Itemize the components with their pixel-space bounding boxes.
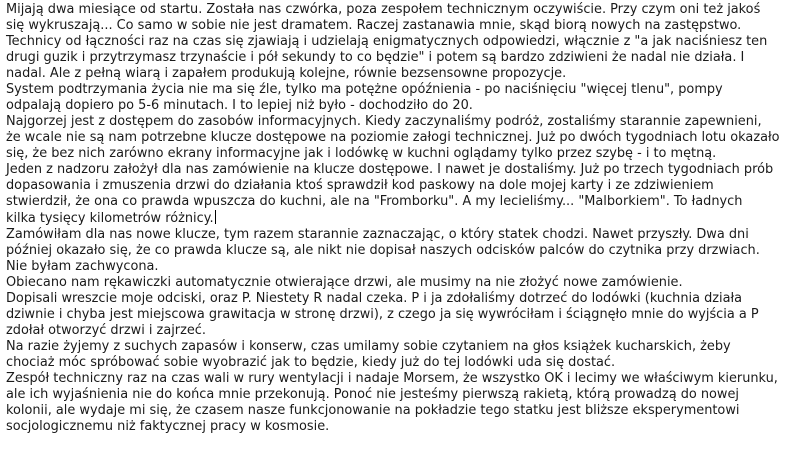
text-cursor [215,210,216,224]
paragraph-7: Obiecano nam rękawiczki automatycznie otwierające drzwi, ale musimy na nie złożyć nowe zamówienie. [6,275,683,290]
paragraph-2: Technicy od łączności raz na czas się zjawiają i udzielają enigmatycznych odpowiedzi, włącznie z "a jak naciśniesz ten drugi guzik i przytrzymasz trzynaście i pół sekundy to co będzie" i potem są bardzo zdziwieni że nadal nie działa. I nadal. Ale z pełną wiarą i zapałem produkują kolejne, równie bezsensowne propozycje. [6,34,768,81]
paragraph-3: System podtrzymania życia nie ma się źle, tylko ma potężne opóźnienia - po naciśnięciu "więcej tlenu", pompy odpalają dopiero po 5-6 minutach. I to lepiej niż było - dochodziło do 20. [6,82,723,113]
paragraph-6: Zamówiłam dla nas nowe klucze, tym razem starannie zaznaczając, o który statek chodzi. Nawet przyszły. Dwa dni później okazało się, że co prawda klucze są, ale nikt nie dopisał naszych odcisków palców do czytnika przy drzwiach. Nie byłam zachwycona. [6,227,760,274]
paragraph-9: Na razie żyjemy z suchych zapasów i konserw, czas umilamy sobie czytaniem na głos książek kucharskich, żeby chociaż móc spróbować sobie wyobrazić jak to będzie, kiedy już do tej lodówki uda się dostać. [6,339,731,370]
paragraph-5 [6,162,794,227]
paragraph-1: Mijają dwa miesiące od startu. Została nas czwórka, poza zespołem technicznym oczywiście. Przy czym oni też jakoś się wykruszają... Co samo w sobie nie jest dramatem. Raczej zastanawia mnie, skąd biorą nowych na zastępstwo. [6,2,761,33]
paragraph-10: Zespół techniczny raz na czas wali w rury wentylacji i nadaje Morsem, że wszystko OK i lecimy we właściwym kierunku, ale ich wyjaśnienia nie do końca mnie przekonują. Ponoć nie jesteśmy pierwszą rakietą, którą prowadzą do nowej kolonii, ale wydaje mi się, że czasem nasze funkcjonowanie na pokładzie tego statku jest bliższe eksperymentowi socjologicznemu niż faktycznej pracy w kosmosie. [6,371,778,434]
paragraph-8: Dopisali wreszcie moje odciski, oraz P. Niestety R nadal czeka. P i ja zdołaliśmy dotrzeć do lodówki (kuchnia działa dziwnie i chyba jest miejscowa grawitacja w stronę drzwi), z czego ja się wywróciłam i ściągnęło mnie do wyjścia a P zdołał otworzyć drzwi i zajrzeć. [6,291,759,338]
paragraph-5-text: Jeden z nadzoru założył dla nas zamówienie na klucze dostępowe. I nawet je dostaliśmy. Już po trzech tygodniach prób dopasowania i zmuszenia drzwi do działania ktoś sprawdził kod paskowy na dole mojej karty i ze zdziwieniem stwierdził, że ona co prawda wpuszcza do kuchni, ale na "Fromborku". A my lecieliśmy... "Malborkiem". To ładnych kilka tysięcy kilometrów różnicy. [6,162,774,226]
paragraph-4: Najgorzej jest z dostępem do zasobów informacyjnych. Kiedy zaczynaliśmy podróż, zostaliśmy starannie zapewnieni, że wcale nie są nam potrzebne klucze dostępowe na poziomie załogi technicznej. Już po dwóch tygodniach lotu okazało się, że bez nich zarówno ekrany informacyjne jak i lodówkę w kuchni oglądamy tylko przez szybę - i to mętną. [6,114,780,161]
